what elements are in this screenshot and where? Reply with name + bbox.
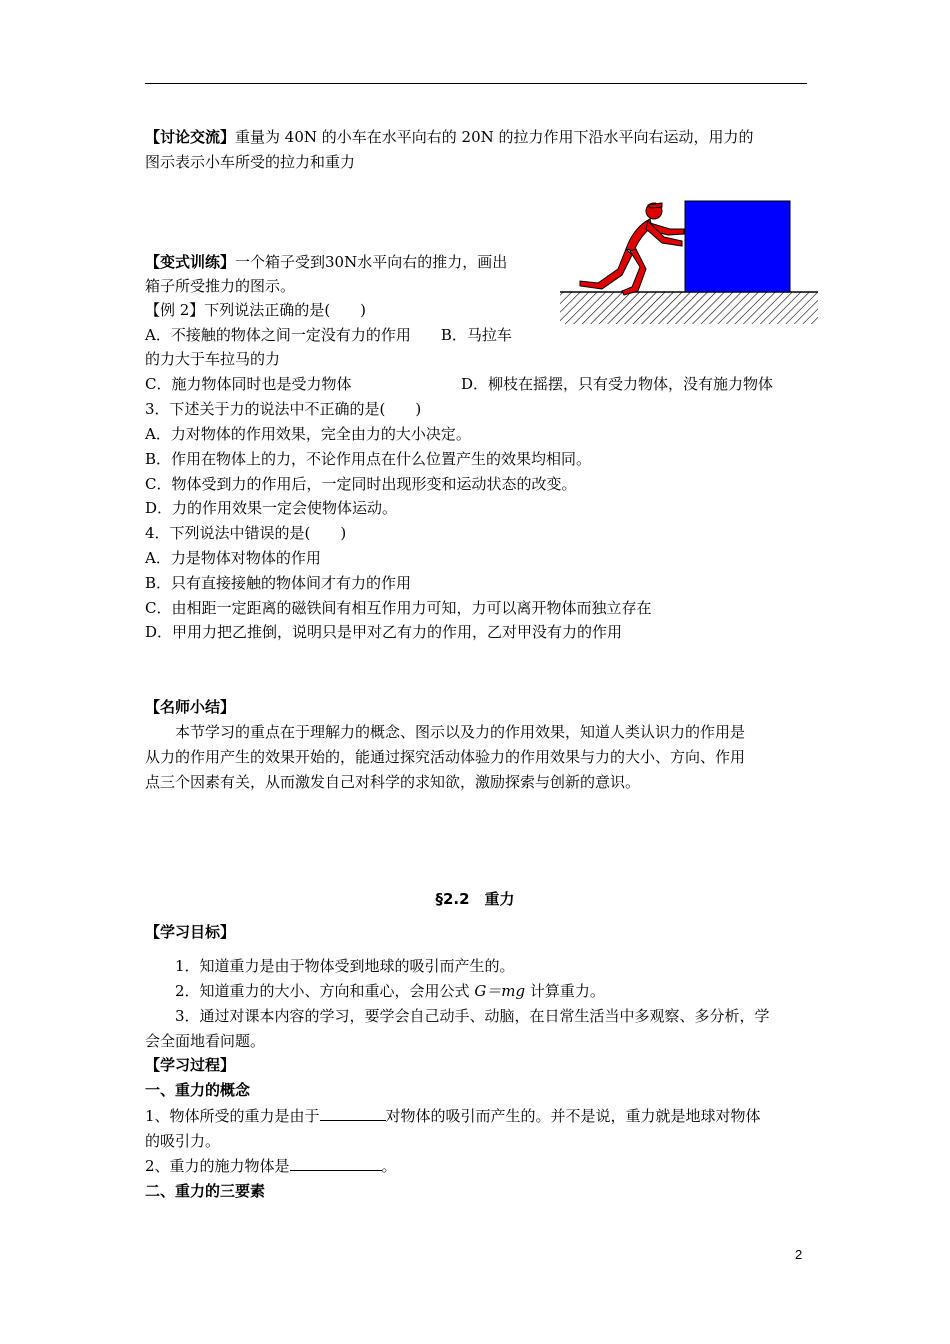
process-p1-line-1 <box>145 1105 761 1127</box>
q4-stem: 4．下列说法中错误的是( ) <box>145 524 347 542</box>
page-number: 2 <box>795 1247 803 1262</box>
gravity-formula: G＝mg <box>474 982 526 1000</box>
discussion-line-1 <box>145 126 754 148</box>
q3-option-c: C．物体受到力的作用后，一定同时出现形变和运动状态的改变。 <box>145 475 577 493</box>
variant-tag: 【变式训练】 <box>145 253 236 271</box>
variant-line-2: 箱子所受推力的图示。 <box>145 277 296 295</box>
process-tag: 【学习过程】 <box>145 1056 236 1074</box>
q3-stem: 3．下述关于力的说法中不正确的是( ) <box>145 400 422 418</box>
p2-post: 。 <box>381 1157 397 1175</box>
q3-option-a: A．力对物体的作用效果，完全由力的大小决定。 <box>145 425 471 443</box>
q4-option-d: D．甲用力把乙推倒，说明只是甲对乙有力的作用，乙对甲没有力的作用 <box>145 623 623 641</box>
pushing-person-icon <box>580 203 684 295</box>
objective-3-line-1: 3．通过对课本内容的学习，要学会自己动手、动脑，在日常生活当中多观察、多分析，学 <box>175 1007 770 1025</box>
process-heading-2: 二、重力的三要素 <box>145 1182 266 1200</box>
variant-line-1 <box>145 251 507 273</box>
example2-stem: 【例 2】下列说法正确的是( ) <box>145 301 367 319</box>
section-title: §2.2 重力 <box>435 890 515 908</box>
summary-line-2: 从力的作用产生的效果开始的，能通过探究活动体验力的作用效果与力的大小、方向、作用 <box>145 748 746 766</box>
objective-2-post: 计算重力。 <box>525 982 605 1000</box>
objective-3-line-2: 会全面地看问题。 <box>145 1032 266 1050</box>
discussion-tag: 【讨论交流】 <box>145 128 236 146</box>
discussion-line-2: 图示表示小车所受的拉力和重力 <box>145 153 356 171</box>
ground-hatch <box>560 292 818 324</box>
q3-option-b: B．作用在物体上的力，不论作用点在什么位置产生的效果均相同。 <box>145 450 592 468</box>
objective-2-pre: 2．知道重力的大小、方向和重心，会用公式 <box>175 982 475 1000</box>
q3-option-d: D．力的作用效果一定会使物体运动。 <box>145 499 398 517</box>
push-box-figure <box>558 195 820 327</box>
p1-post: 对物体的吸引而产生的。并不是说，重力就是地球对物体 <box>385 1107 761 1125</box>
objectives-tag: 【学习目标】 <box>145 923 236 941</box>
process-p1-line-2: 的吸引力。 <box>145 1132 221 1150</box>
example2-option-c: C．施力物体同时也是受力物体 <box>145 375 352 393</box>
header-rule <box>145 83 807 84</box>
example2-option-d: D．柳枝在摇摆，只有受力物体，没有施力物体 <box>461 375 774 393</box>
summary-line-3: 点三个因素有关，从而激发自己对科学的求知欲，激励探索与创新的意识。 <box>145 773 641 791</box>
objective-1: 1．知道重力是由于物体受到地球的吸引而产生的。 <box>175 957 515 975</box>
summary-line-1: 本节学习的重点在于理解力的概念、图示以及力的作用效果，知道人类认识力的作用是 <box>175 723 746 741</box>
q4-option-a: A．力是物体对物体的作用 <box>145 549 321 567</box>
objective-2 <box>175 980 605 1002</box>
p2-blank[interactable] <box>290 1156 382 1171</box>
example2-option-a-b: A．不接触的物体之间一定没有力的作用 B．马拉车 <box>145 326 512 344</box>
example2-option-b-cont: 的力大于车拉马的力 <box>145 350 281 368</box>
q4-option-b: B．只有直接接触的物体间才有力的作用 <box>145 574 412 592</box>
variant-text: 一个箱子受到30N水平向右的推力，画出 <box>235 253 508 271</box>
summary-tag: 【名师小结】 <box>145 698 236 716</box>
process-p2 <box>145 1155 397 1177</box>
q4-option-c: C．由相距一定距离的磁铁间有相互作用力可知，力可以离开物体而独立存在 <box>145 599 652 617</box>
p1-blank[interactable] <box>320 1106 386 1121</box>
p2-pre: 2、重力的施力物体是 <box>145 1157 290 1175</box>
box <box>685 201 790 292</box>
process-heading-1: 一、重力的概念 <box>145 1081 251 1099</box>
p1-pre: 1、物体所受的重力是由于 <box>145 1107 320 1125</box>
discussion-text: 重量为 40N 的小车在水平向右的 20N 的拉力作用下沿水平向右运动，用力的 <box>235 128 754 146</box>
